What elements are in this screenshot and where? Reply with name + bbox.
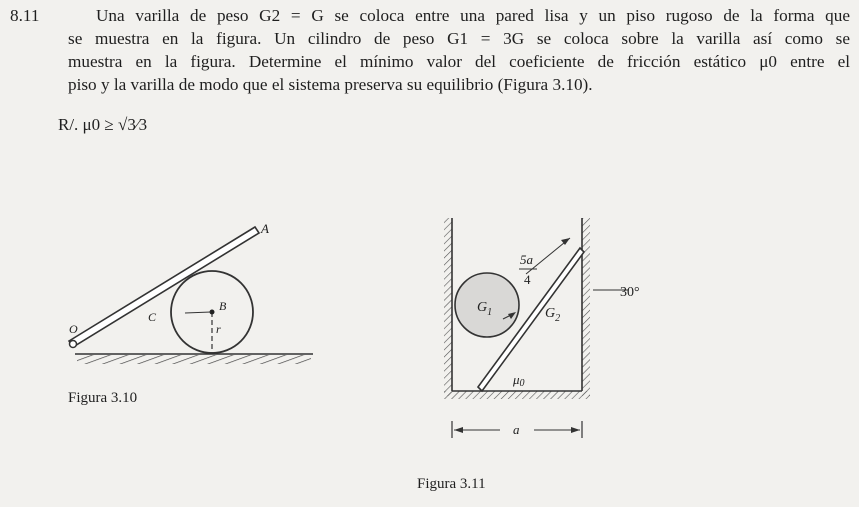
label-dist-num: 5a	[520, 252, 533, 267]
label-c: C	[148, 310, 157, 324]
figure-3-11	[430, 208, 670, 446]
svg-text:G2	[545, 306, 560, 324]
caption-3-11: Figura 3.11	[417, 476, 486, 492]
ground	[75, 354, 313, 364]
label-g1: G	[477, 300, 488, 315]
label-g2: G	[545, 306, 556, 321]
answer-line: R/. μ0 ≥ √3⁄3	[58, 115, 148, 134]
problem-number: 8.11	[10, 6, 40, 25]
svg-text:μ0	[512, 372, 525, 389]
figure-3-10	[55, 215, 325, 385]
pin-o	[70, 341, 77, 348]
label-a-width: a	[513, 422, 520, 437]
label-o: O	[69, 322, 78, 336]
label-dist-den: 4	[524, 272, 531, 287]
caption-3-10: Figura 3.10	[68, 390, 138, 406]
rod	[69, 227, 259, 347]
label-mu: μ	[513, 372, 520, 387]
problem-line: piso y la varilla de modo que el sistema preserva su equilibrio (Figura 3.10).	[68, 75, 593, 94]
label-g2-sub: 2	[555, 313, 561, 324]
label-angle: 30°	[620, 285, 640, 300]
label-mu-sub: 0	[519, 378, 525, 389]
label-b: B	[219, 299, 227, 313]
problem-line: muestra en la figura. Determine el mínimo valor del coeficiente de fricción estático μ0 entre el	[68, 52, 850, 71]
label-g1-sub: 1	[487, 307, 493, 318]
label-a: A	[261, 221, 269, 236]
label-r: r	[216, 322, 221, 336]
problem-text	[68, 4, 850, 96]
problem-line: se muestra en la figura. Un cilindro de peso G1 = 3G se coloca sobre la varilla así como se	[68, 29, 850, 48]
problem-line: Una varilla de peso G2 = G se coloca entre una pared lisa y un piso rugoso de la forma que	[96, 6, 850, 25]
